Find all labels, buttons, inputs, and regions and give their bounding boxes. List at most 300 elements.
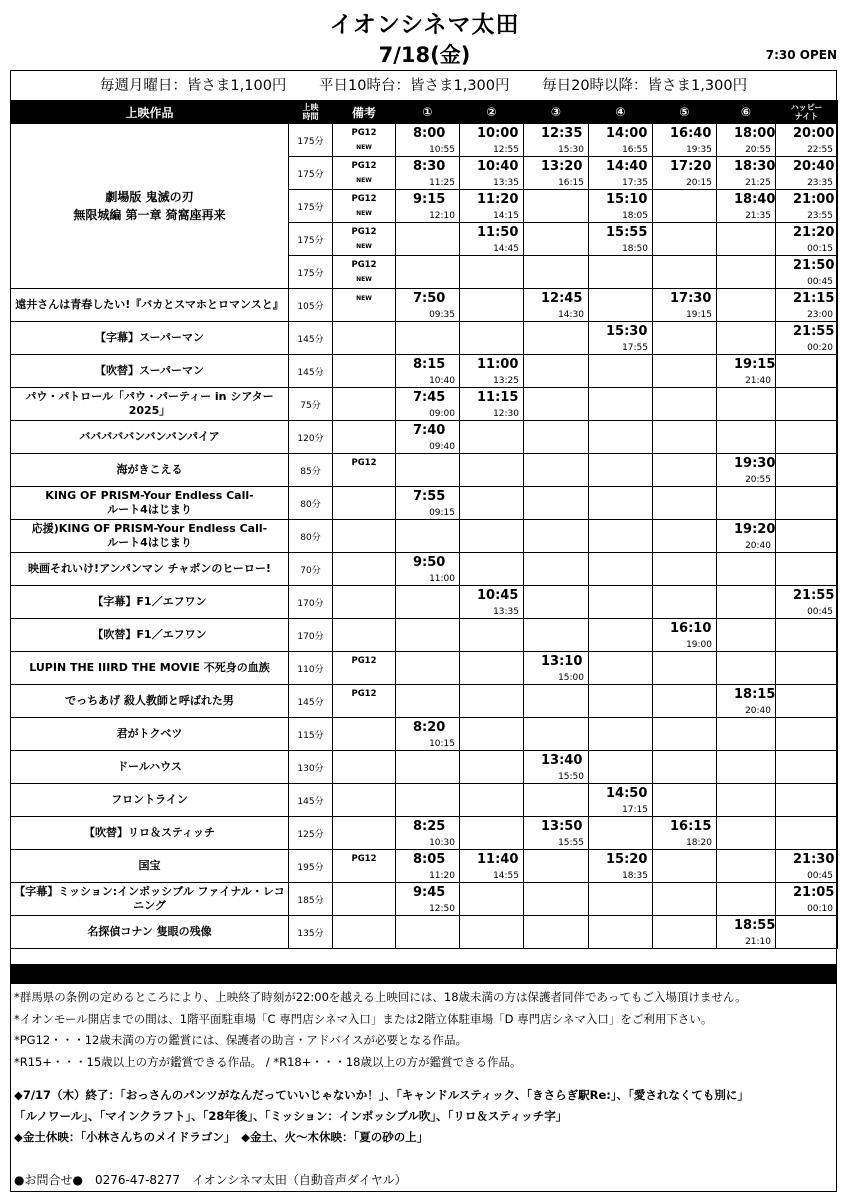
showtime-cell[interactable] [776,289,838,322]
start-time: 20:00 [793,126,835,141]
empty-cell [589,652,653,685]
showtime-cell[interactable] [460,586,524,619]
empty-cell [653,553,717,586]
empty-cell [717,817,776,850]
empty-cell [524,718,589,751]
rating-badge: PG12 [351,854,377,864]
empty-cell [653,487,717,520]
note-cell [333,883,396,916]
end-time: 10:40 [429,376,455,386]
price-after-20: 毎日20時以降：皆さま1,300円 [542,78,748,94]
table-row [11,487,838,520]
start-time: 8:30 [413,159,446,174]
empty-cell [653,850,717,883]
empty-cell [653,223,717,256]
film-title: バババババンバンバンパイア [11,421,289,454]
start-time: 9:45 [413,885,446,900]
note-cell [333,520,396,553]
empty-cell [524,916,589,949]
end-time: 14:30 [558,310,584,320]
showtime-cell[interactable] [776,190,838,223]
empty-cell [396,586,460,619]
showtime-cell[interactable] [776,124,838,157]
announcements-section [14,1085,749,1148]
duration-cell: 125分 [289,817,333,850]
empty-cell [717,586,776,619]
note-cell [333,322,396,355]
end-time: 15:30 [558,145,584,155]
empty-cell [524,487,589,520]
empty-cell [396,784,460,817]
table-row [11,124,838,157]
table-row [11,718,838,751]
film-title: 劇場版 鬼滅の刃 無限城編 第一章 猗窩座再来 [11,124,289,289]
end-time: 10:55 [429,145,455,155]
showtime-cell[interactable] [396,355,460,388]
empty-cell [776,718,838,751]
empty-cell [524,520,589,553]
empty-cell [717,487,776,520]
duration-cell: 145分 [289,685,333,718]
empty-cell [589,751,653,784]
empty-cell [460,817,524,850]
empty-cell [460,520,524,553]
empty-cell [460,784,524,817]
end-time: 23:00 [807,310,833,320]
table-row [11,850,838,883]
table-row [11,817,838,850]
showtime-cell[interactable] [717,124,776,157]
end-time: 11:25 [429,178,455,188]
start-time: 8:15 [413,357,446,372]
end-time: 17:55 [622,343,648,353]
empty-cell [717,553,776,586]
showtime-cell[interactable] [396,487,460,520]
showtime-cell[interactable] [776,586,838,619]
empty-cell [653,718,717,751]
start-time: 9:50 [413,555,446,570]
showtime-cell[interactable] [460,223,524,256]
showtime-cell[interactable] [396,388,460,421]
showtime-cell[interactable] [717,520,776,553]
duration-cell: 120分 [289,421,333,454]
start-time: 17:30 [670,291,712,306]
empty-cell [460,718,524,751]
end-time: 20:40 [745,541,771,551]
start-time: 12:45 [541,291,583,306]
empty-cell [460,685,524,718]
empty-cell [717,421,776,454]
empty-cell [524,454,589,487]
showtime-cell[interactable] [396,718,460,751]
rating-badge: PG12 [351,656,377,666]
showtime-cell[interactable] [717,454,776,487]
showtime-cell[interactable] [396,124,460,157]
rating-badge: PG12 [351,260,377,270]
empty-cell [589,421,653,454]
end-time: 14:55 [493,871,519,881]
empty-cell [776,685,838,718]
empty-cell [460,289,524,322]
showtime-cell[interactable] [653,157,717,190]
empty-cell [653,421,717,454]
start-time: 8:05 [413,852,446,867]
table-row [11,421,838,454]
note-cell [333,751,396,784]
showtime-cell[interactable] [396,817,460,850]
header-screen-4: ④ [589,101,653,124]
showtime-cell[interactable] [589,157,653,190]
end-time: 12:55 [493,145,519,155]
end-time: 22:55 [807,145,833,155]
table-row [11,685,838,718]
duration-cell: 85分 [289,454,333,487]
start-time: 21:00 [793,192,835,207]
start-time: 20:40 [793,159,835,174]
duration-cell: 175分 [289,190,333,223]
showtime-cell[interactable] [396,850,460,883]
note-line: *R15+・・・15歳以上の方が鑑賞できる作品。 / *R18+・・・18歳以上の方が鑑賞できる作品。 [14,1054,522,1069]
end-time: 15:55 [558,838,584,848]
showtime-cell[interactable] [524,289,589,322]
showtime-cell[interactable] [524,157,589,190]
theater-name: イオンシネマ太田 [329,12,520,38]
note-line: *群馬県の条例の定めるところにより、上映終了時刻が22:00を越える上映回には、18歳未満の方は保護者同伴であってもご入場頂けません。 [14,990,747,1004]
film-title: 【字幕】F1／エフワン [11,586,289,619]
showtime-cell[interactable] [460,850,524,883]
note-cell [333,487,396,520]
showtime-cell[interactable] [396,553,460,586]
empty-cell [653,916,717,949]
showtime-cell[interactable] [589,850,653,883]
showtime-cell[interactable] [460,355,524,388]
showtime-cell[interactable] [653,124,717,157]
end-time: 00:45 [807,871,833,881]
start-time: 14:40 [606,159,648,174]
end-time: 19:15 [686,310,712,320]
note-cell [333,355,396,388]
schedule-body [11,124,838,949]
film-title: KING OF PRISM-Your Endless Call- ルート4はじまり [11,487,289,520]
empty-cell [776,520,838,553]
empty-cell [524,619,589,652]
price-weekday-10: 平日10時台：皆さま1,300円 [319,78,510,94]
empty-cell [589,256,653,289]
empty-cell [396,223,460,256]
end-time: 00:10 [807,904,833,914]
empty-cell [589,487,653,520]
empty-cell [653,322,717,355]
schedule-table [10,100,838,949]
empty-cell [776,619,838,652]
duration-cell: 195分 [289,850,333,883]
empty-cell [460,883,524,916]
empty-cell [589,619,653,652]
empty-cell [396,322,460,355]
empty-cell [460,256,524,289]
table-row [11,289,838,322]
end-time: 15:00 [558,673,584,683]
start-time: 15:10 [606,192,648,207]
showtime-cell[interactable] [717,355,776,388]
start-time: 12:35 [541,126,583,141]
end-time: 18:05 [622,211,648,221]
start-time: 14:00 [606,126,648,141]
empty-cell [653,685,717,718]
empty-cell [524,850,589,883]
showtime-cell[interactable] [460,124,524,157]
end-time: 09:35 [429,310,455,320]
note-cell [333,718,396,751]
table-row [11,520,838,553]
start-time: 8:20 [413,720,446,735]
start-time: 15:20 [606,852,648,867]
empty-cell [524,421,589,454]
showtime-cell[interactable] [589,784,653,817]
start-time: 8:25 [413,819,446,834]
empty-cell [524,355,589,388]
note-cell [333,421,396,454]
showtime-cell[interactable] [396,421,460,454]
announcement-line: ◆7/17（木）終了：「おっさんのパンツがなんだっていいじゃないか！」、「キャンドルスティック、「きさらぎ駅Re:」、「愛されなくても別に」 [14,1088,749,1102]
end-time: 17:35 [622,178,648,188]
showtime-cell[interactable] [396,883,460,916]
header-screen-6: ⑥ [717,101,776,124]
empty-cell [776,553,838,586]
showtime-cell[interactable] [589,223,653,256]
end-time: 17:15 [622,805,648,815]
end-time: 13:35 [493,607,519,617]
end-time: 12:30 [493,409,519,419]
table-row [11,586,838,619]
duration-cell: 110分 [289,652,333,685]
showtime-cell[interactable] [524,124,589,157]
duration-cell: 70分 [289,553,333,586]
empty-cell [524,685,589,718]
start-time: 15:55 [606,225,648,240]
start-time: 8:00 [413,126,446,141]
start-time: 18:55 [734,918,776,933]
end-time: 11:00 [429,574,455,584]
table-row [11,619,838,652]
table-row [11,388,838,421]
end-time: 23:35 [807,178,833,188]
start-time: 13:10 [541,654,583,669]
showtime-cell[interactable] [776,256,838,289]
start-time: 21:05 [793,885,835,900]
empty-cell [524,388,589,421]
showtime-cell[interactable] [460,388,524,421]
start-time: 11:50 [477,225,519,240]
end-time: 14:45 [493,244,519,254]
film-title: 【吹替】リロ＆スティッチ [11,817,289,850]
start-time: 18:30 [734,159,776,174]
end-time: 18:20 [686,838,712,848]
empty-cell [396,454,460,487]
empty-cell [776,817,838,850]
start-time: 11:00 [477,357,519,372]
table-row [11,553,838,586]
showtime-cell[interactable] [589,190,653,223]
duration-cell: 145分 [289,784,333,817]
start-time: 18:15 [734,687,776,702]
price-info [10,72,837,100]
table-row [11,883,838,916]
end-time: 14:15 [493,211,519,221]
table-row [11,454,838,487]
start-time: 9:15 [413,192,446,207]
note-cell [333,388,396,421]
duration-cell: 80分 [289,520,333,553]
film-title: パウ・パトロール「パウ・パーティー in シアター 2025」 [11,388,289,421]
showtime-cell[interactable] [524,652,589,685]
end-time: 00:45 [807,607,833,617]
note-cell [333,454,396,487]
showtime-cell[interactable] [460,190,524,223]
note-cell [333,916,396,949]
film-title: LUPIN THE IIIRD THE MOVIE 不死身の血族 [11,652,289,685]
empty-cell [396,520,460,553]
empty-cell [396,619,460,652]
empty-cell [717,388,776,421]
end-time: 09:15 [429,508,455,518]
end-time: 12:50 [429,904,455,914]
new-badge: NEW [356,243,372,250]
duration-cell: 135分 [289,916,333,949]
showtime-cell[interactable] [524,817,589,850]
film-title: 名探偵コナン 隻眼の残像 [11,916,289,949]
showtime-cell[interactable] [396,157,460,190]
table-row [11,916,838,949]
empty-cell [524,223,589,256]
note-cell [333,124,396,157]
empty-cell [717,223,776,256]
start-time: 21:30 [793,852,835,867]
empty-cell [653,751,717,784]
empty-cell [589,454,653,487]
showtime-cell[interactable] [717,190,776,223]
empty-cell [776,916,838,949]
empty-cell [653,454,717,487]
showtime-cell[interactable] [717,685,776,718]
showtime-cell[interactable] [653,619,717,652]
showtime-cell[interactable] [396,289,460,322]
duration-cell: 145分 [289,355,333,388]
start-time: 7:40 [413,423,446,438]
showtime-cell[interactable] [653,817,717,850]
empty-cell [460,553,524,586]
empty-cell [524,322,589,355]
end-time: 13:25 [493,376,519,386]
start-time: 7:50 [413,291,446,306]
start-time: 7:55 [413,489,446,504]
new-badge: NEW [356,210,372,217]
empty-cell [653,190,717,223]
showtime-cell[interactable] [776,157,838,190]
start-time: 14:50 [606,786,648,801]
empty-cell [653,520,717,553]
empty-cell [717,751,776,784]
film-title: 海がきこえる [11,454,289,487]
end-time: 16:55 [622,145,648,155]
schedule-date: 7/18(金) [378,43,471,67]
empty-cell [717,322,776,355]
note-cell [333,553,396,586]
header-title: 上映作品 [11,101,289,124]
empty-cell [717,256,776,289]
showtime-cell[interactable] [717,157,776,190]
end-time: 09:00 [429,409,455,419]
new-badge: NEW [356,276,372,283]
header-duration: 上映 時間 [289,101,333,124]
empty-cell [396,256,460,289]
note-cell [333,685,396,718]
empty-cell [717,850,776,883]
film-title: 君がトクベツ [11,718,289,751]
showtime-cell[interactable] [396,190,460,223]
showtime-cell[interactable] [589,124,653,157]
start-time: 10:40 [477,159,519,174]
table-header-row [11,101,838,124]
start-time: 15:30 [606,324,648,339]
showtime-cell[interactable] [717,916,776,949]
rating-badge: PG12 [351,194,377,204]
empty-cell [589,685,653,718]
note-cell [333,817,396,850]
film-title: 【吹替】F1／エフワン [11,619,289,652]
showtime-cell[interactable] [653,289,717,322]
start-time: 17:20 [670,159,712,174]
duration-cell: 115分 [289,718,333,751]
notes-section [14,987,747,1073]
empty-cell [776,751,838,784]
showtime-cell[interactable] [460,157,524,190]
empty-cell [589,355,653,388]
showtime-cell[interactable] [776,883,838,916]
empty-cell [653,256,717,289]
end-time: 10:30 [429,838,455,848]
end-time: 18:35 [622,871,648,881]
end-time: 23:55 [807,211,833,221]
announcement-line: 「ルノワール」、「マインクラフト」、「28年後」、「ミッション：インポッシブル吹」、「リロ＆スティッチ字」 [14,1109,568,1123]
new-badge: NEW [356,177,372,184]
empty-cell [653,388,717,421]
empty-cell [460,421,524,454]
showtime-cell[interactable] [776,850,838,883]
empty-cell [776,784,838,817]
end-time: 20:55 [745,145,771,155]
header-note: 備考 [333,101,396,124]
duration-cell: 170分 [289,586,333,619]
note-line: *イオンモール開店までの間は、1階平面駐車場「C 専門店シネマ入口」または2階立体駐車場「D 専門店シネマ入口」をご利用下さい。 [14,1011,713,1026]
showtime-cell[interactable] [524,751,589,784]
new-badge: NEW [356,295,372,302]
showtime-cell[interactable] [776,223,838,256]
empty-cell [396,652,460,685]
start-time: 21:15 [793,291,835,306]
duration-cell: 75分 [289,388,333,421]
table-row [11,322,838,355]
empty-cell [460,454,524,487]
film-title: ドールハウス [11,751,289,784]
rating-badge: PG12 [351,689,377,699]
rating-badge: PG12 [351,458,377,468]
showtime-cell[interactable] [776,322,838,355]
showtime-cell[interactable] [589,322,653,355]
note-cell [333,652,396,685]
note-cell [333,289,396,322]
rating-badge: PG12 [351,161,377,171]
